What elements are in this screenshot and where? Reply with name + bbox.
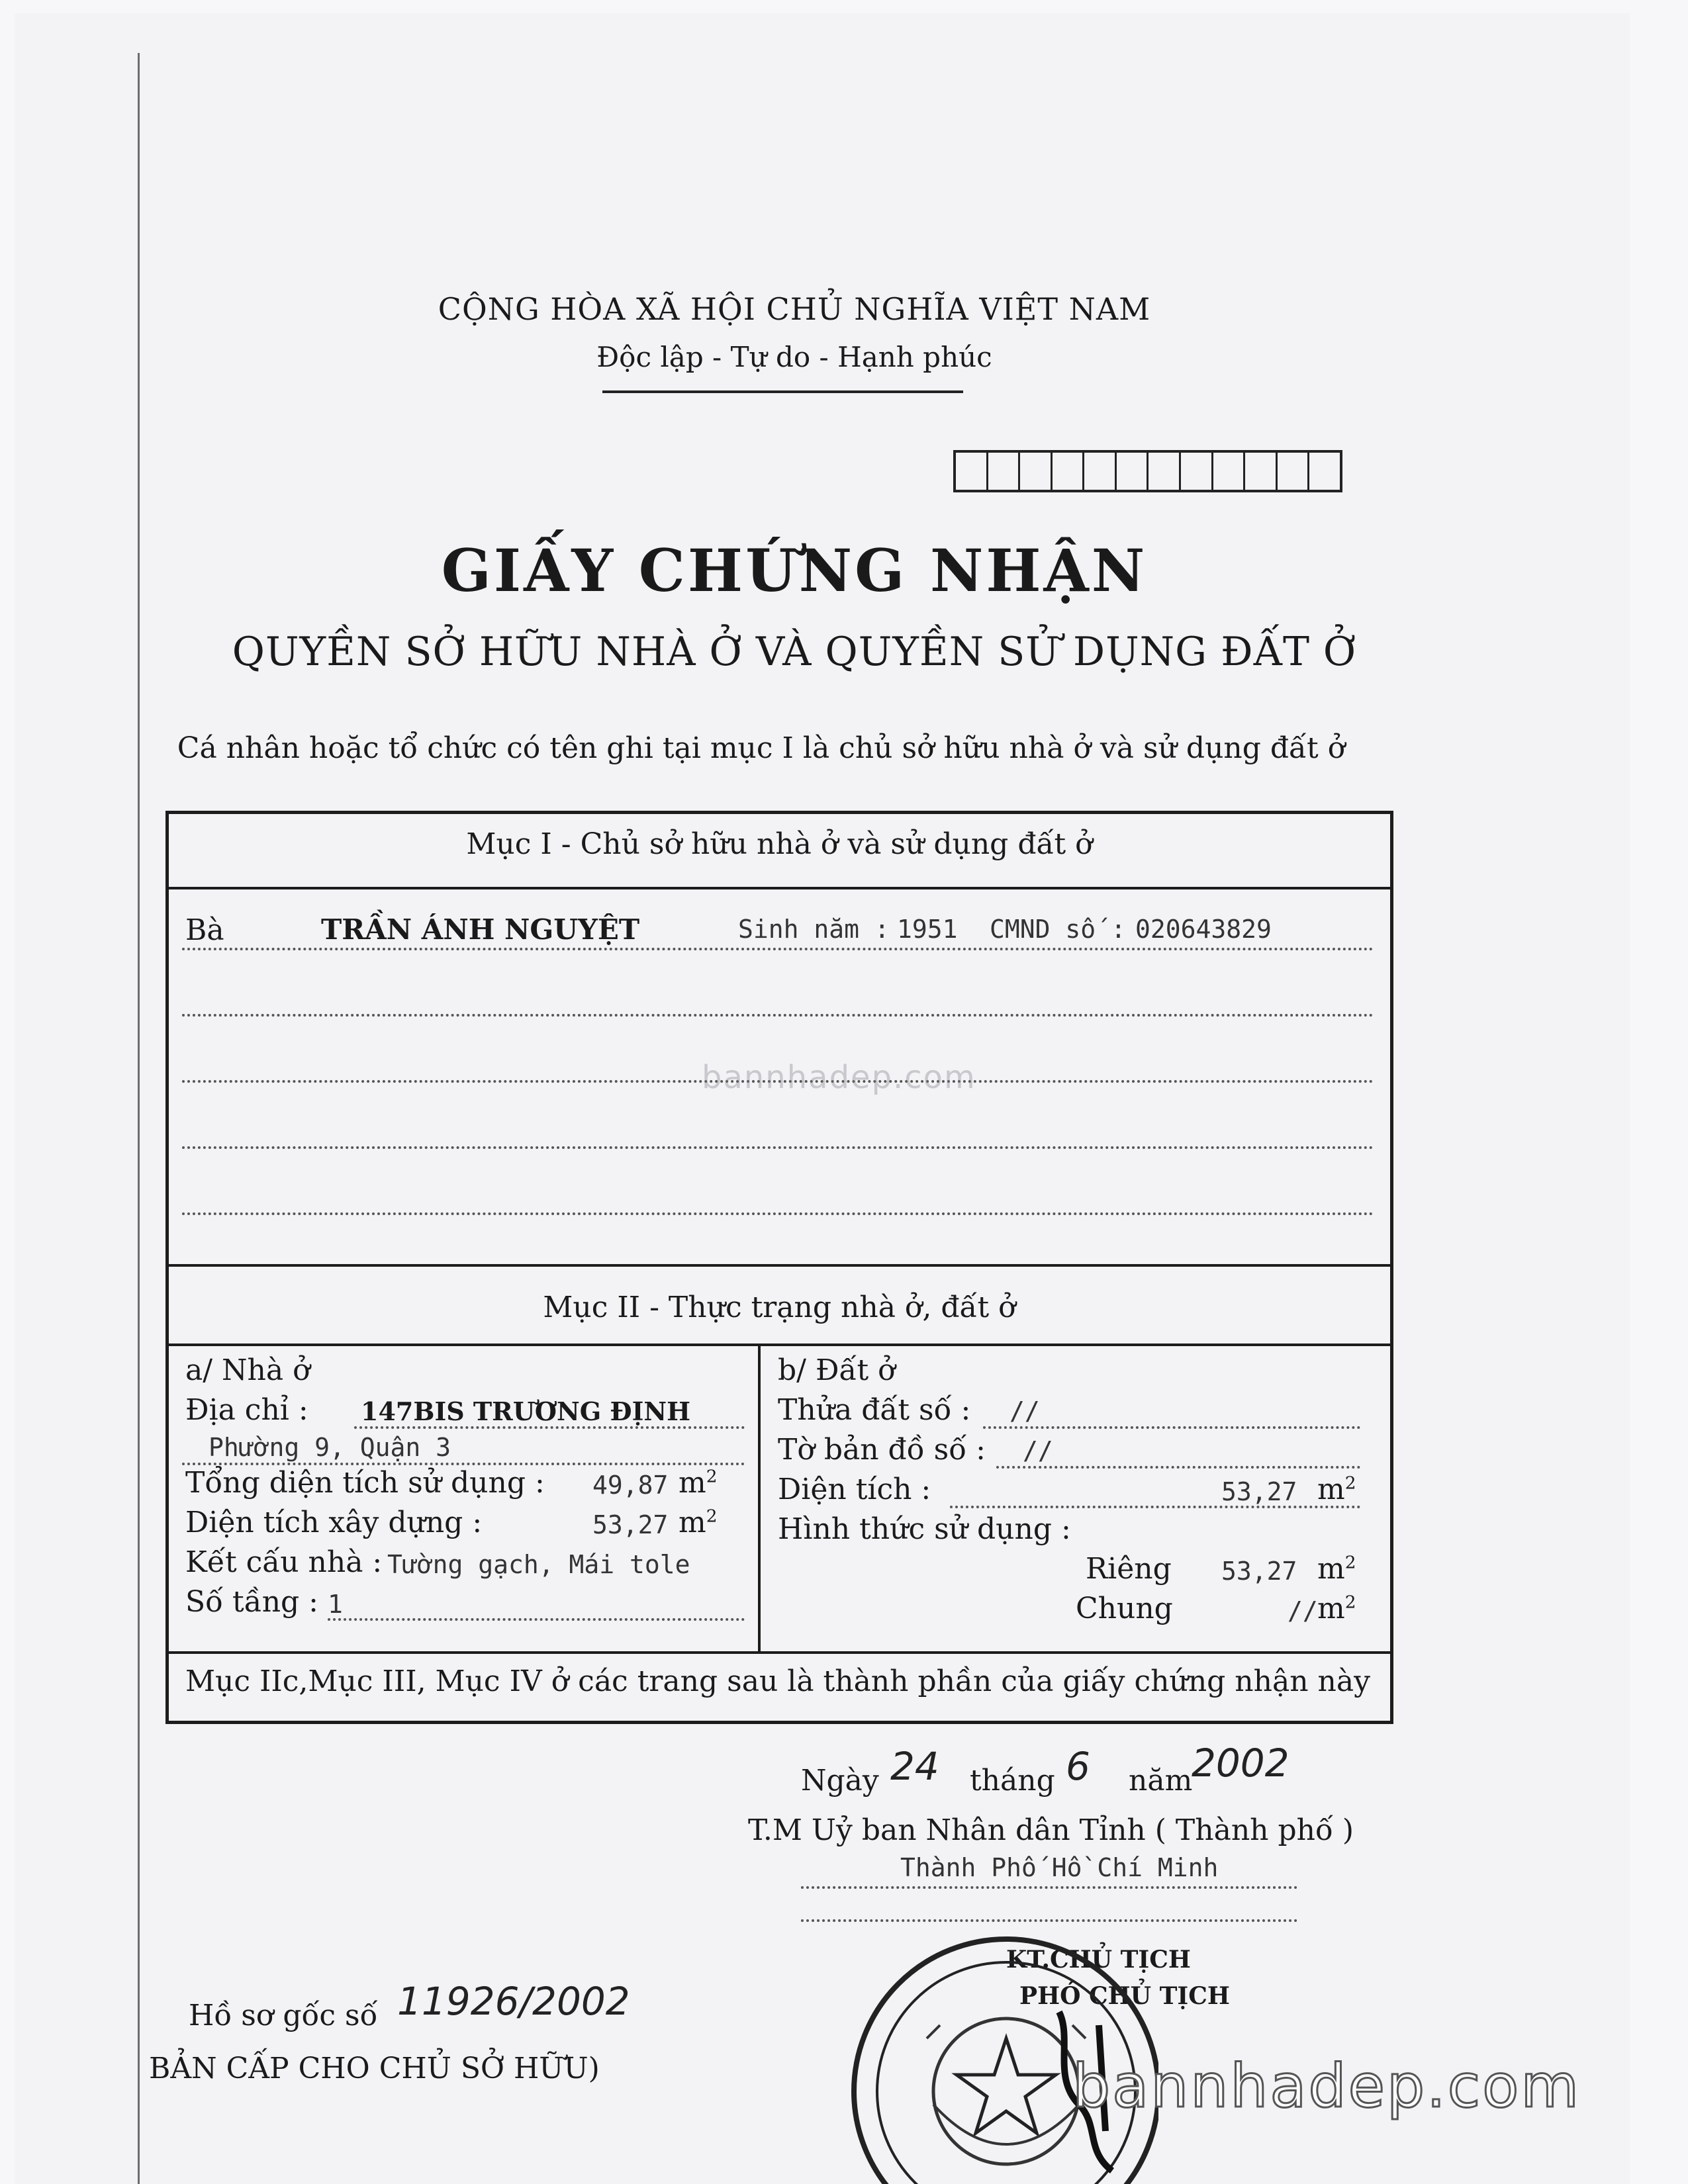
divider xyxy=(169,1343,1390,1346)
shared-value: // xyxy=(1288,1596,1318,1625)
record-label: Hồ sơ gốc số xyxy=(189,1999,378,2032)
structure-label: Kết cấu nhà : xyxy=(185,1545,383,1579)
column-divider xyxy=(758,1343,761,1651)
address-value: 147BIS TRƯƠNG ĐỊNH xyxy=(361,1396,691,1426)
id-label: CMND số : xyxy=(990,915,1126,944)
address-label: Địa chỉ : xyxy=(185,1393,308,1427)
land-area-label: Diện tích : xyxy=(778,1473,931,1506)
land-heading: b/ Đất ở xyxy=(778,1353,896,1387)
dotted-line xyxy=(354,1426,745,1429)
unit: m xyxy=(1317,1592,1345,1625)
birth-label: Sinh năm : xyxy=(738,915,890,944)
usage-label: Hình thức sử dụng : xyxy=(778,1512,1071,1546)
land-area-value: 53,27 xyxy=(1221,1477,1297,1506)
divider xyxy=(169,1651,1390,1654)
footer-note: Mục IIc,Mục III, Mục IV ở các trang sau là thành phần của giấy chứng nhận này xyxy=(185,1664,1370,1698)
birth-year: 1951 xyxy=(897,915,958,944)
shared-unit xyxy=(1317,1592,1356,1625)
intro-statement: Cá nhân hoặc tổ chức có tên ghi tại mục I là chủ sở hữu nhà ở và sử dụng đất ở xyxy=(177,731,1346,765)
owner-name: TRẦN ÁNH NGUYỆT xyxy=(321,913,640,946)
authority-city: Thành Phố Hồ Chí Minh xyxy=(900,1853,1219,1882)
house-heading: a/ Nhà ở xyxy=(185,1353,310,1387)
dotted-line xyxy=(983,1426,1360,1429)
salutation: Bà xyxy=(185,913,224,947)
unit-exponent: 2 xyxy=(1344,1592,1356,1613)
fold-line xyxy=(138,53,140,2184)
dotted-line xyxy=(801,1886,1297,1889)
watermark-corner: bannhadep.com xyxy=(1072,2052,1581,2121)
record-number: 11926/2002 xyxy=(397,1979,630,2024)
dotted-line xyxy=(328,1618,745,1621)
date-year: 2002 xyxy=(1192,1741,1289,1786)
unit-exponent: 2 xyxy=(1344,1552,1356,1573)
structure-value: Tường gạch, Mái tole xyxy=(387,1550,690,1579)
floors-value: 1 xyxy=(328,1590,343,1619)
unit-exponent: 2 xyxy=(706,1506,718,1527)
unit-exponent: 2 xyxy=(1344,1473,1356,1494)
national-motto: Độc lập - Tự do - Hạnh phúc xyxy=(596,341,992,373)
document-subtitle: QUYỀN SỞ HỮU NHÀ Ở VÀ QUYỀN SỬ DỤNG ĐẤT Ở xyxy=(232,629,1357,675)
unit-exponent: 2 xyxy=(706,1466,718,1487)
dotted-line xyxy=(182,1463,745,1465)
build-area-label: Diện tích xây dựng : xyxy=(185,1506,483,1539)
document-title: GIẤY CHỨNG NHẬN xyxy=(441,536,1148,605)
blank-line xyxy=(182,1145,1374,1149)
section-2-heading: Mục II - Thực trạng nhà ở, đất ở xyxy=(543,1291,1016,1324)
build-area-unit xyxy=(679,1506,718,1539)
date-day: 24 xyxy=(890,1744,939,1789)
watermark-center: bannhadep.com xyxy=(702,1059,976,1096)
private-value: 53,27 xyxy=(1221,1557,1297,1586)
dotted-line xyxy=(996,1466,1360,1469)
date-month-label: tháng xyxy=(970,1764,1055,1797)
date-day-label: Ngày xyxy=(801,1764,879,1797)
shared-label: Chung xyxy=(1076,1592,1173,1625)
total-area-value: 49,87 xyxy=(592,1471,669,1500)
section-1-heading: Mục I - Chủ sở hữu nhà ở và sử dụng đất ở xyxy=(466,827,1093,861)
map-label: Tờ bản đồ số : xyxy=(778,1433,986,1467)
unit: m xyxy=(679,1466,706,1500)
serial-number-box xyxy=(953,450,1342,492)
map-value: // xyxy=(1023,1436,1053,1465)
owner-dotted-line xyxy=(182,946,1374,950)
unit: m xyxy=(1317,1473,1345,1506)
unit: m xyxy=(679,1506,706,1539)
floors-label: Số tầng : xyxy=(185,1585,319,1619)
parcel-value: // xyxy=(1009,1396,1040,1426)
date-year-label: năm xyxy=(1129,1764,1193,1797)
build-area-value: 53,27 xyxy=(592,1510,669,1539)
date-month: 6 xyxy=(1066,1744,1090,1789)
dotted-line xyxy=(950,1506,1360,1508)
total-area-unit xyxy=(679,1466,718,1500)
id-number: 020643829 xyxy=(1135,915,1272,944)
national-title: CỘNG HÒA XÃ HỘI CHỦ NGHĨA VIỆT NAM xyxy=(438,291,1151,327)
land-area-unit xyxy=(1317,1473,1356,1506)
divider xyxy=(169,887,1390,889)
divider xyxy=(169,1264,1390,1267)
authority-title: T.M Uỷ ban Nhân dân Tỉnh ( Thành phố ) xyxy=(748,1813,1354,1847)
blank-line xyxy=(182,1013,1374,1017)
certificate-form xyxy=(165,811,1393,1724)
blank-line xyxy=(182,1211,1374,1215)
unit: m xyxy=(1317,1552,1345,1586)
private-label: Riêng xyxy=(1086,1552,1172,1586)
address-line2: Phường 9, Quận 3 xyxy=(209,1433,451,1462)
signer-title: KT.CHỦ TỊCH xyxy=(1006,1946,1191,1974)
private-unit xyxy=(1317,1552,1356,1586)
motto-underline xyxy=(602,390,963,393)
parcel-label: Thửa đất số : xyxy=(778,1393,971,1427)
copy-note: BẢN CẤP CHO CHỦ SỞ HỮU) xyxy=(149,2052,600,2085)
signer-subtitle: PHÓ CHỦ TỊCH xyxy=(1019,1982,1230,2010)
total-area-label: Tổng diện tích sử dụng : xyxy=(185,1466,545,1500)
